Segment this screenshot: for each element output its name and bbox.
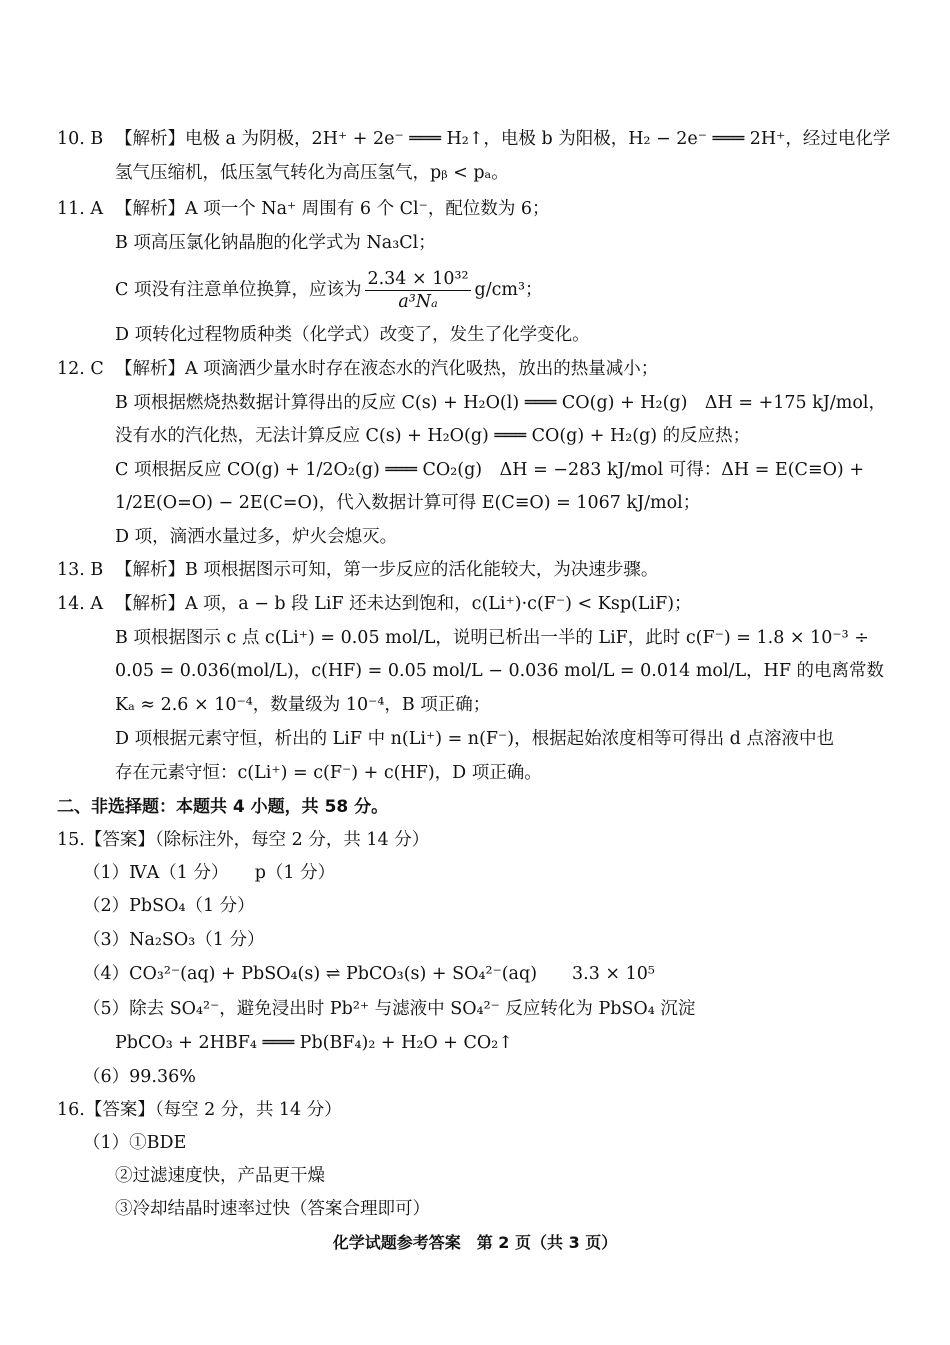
line-text: C 项根据反应 CO(g) + 1/2O₂(g) ═══ CO₂(g) ΔH = −283 kJ/mol 可得：ΔH = E(C≡O) +	[115, 460, 864, 480]
line-text: （1）ⅣA（1 分） p（1 分）	[83, 863, 336, 883]
q10-line-2	[115, 161, 509, 187]
q12-line-1	[57, 357, 658, 383]
q12-line-3	[115, 424, 750, 450]
line-text: B 项高压氯化钠晶胞的化学式为 Na₃Cl；	[115, 233, 436, 253]
line-text: （4）CO₃²⁻(aq) + PbSO₄(s) ⇌ PbCO₃(s) + SO₄²⁻(aq) 3.3 × 10⁵	[83, 964, 655, 984]
line-text: 【答案】（除标注外，每空 2 分，共 14 分）	[84, 830, 430, 850]
q14-line-3	[115, 659, 884, 685]
line-text: D 项根据元素守恒，析出的 LiF 中 n(Li⁺) = n(F⁻)，根据起始浓度相等可得出 d 点溶液中也	[115, 729, 834, 749]
section-heading	[57, 795, 388, 821]
q12-line-4	[115, 458, 864, 484]
q16-part-1	[83, 1131, 186, 1157]
line-text: D 项，滴洒水量过多，炉火会熄灭。	[115, 527, 398, 547]
line-text: D 项转化过程物质种类（化学式）改变了，发生了化学变化。	[115, 325, 590, 345]
line-text: 没有水的汽化热，无法计算反应 C(s) + H₂O(g) ═══ CO(g) + H₂(g) 的反应热；	[115, 426, 751, 446]
q15-part-5-equation	[115, 1031, 513, 1057]
q14-line-1	[57, 592, 692, 618]
question-number: 10. B	[57, 129, 104, 149]
question-number: 15.	[57, 830, 85, 850]
unit-text: g/cm³；	[474, 280, 543, 300]
line-text: C 项没有注意单位换算，应该为	[115, 280, 362, 300]
line-text: （2）PbSO₄（1 分）	[83, 896, 255, 916]
line-text: 【解析】A 项一个 Na⁺ 周围有 6 个 Cl⁻，配位数为 6；	[115, 199, 550, 219]
q15-part-1	[83, 861, 335, 887]
q12-line-2	[115, 391, 886, 417]
q11-line-4	[115, 323, 590, 349]
q15-part-2	[83, 894, 255, 920]
q16-part-1-3	[115, 1197, 430, 1223]
question-number: 11. A	[57, 199, 104, 219]
q15-part-6	[83, 1065, 196, 1091]
q14-line-4	[115, 693, 490, 719]
line-text: ②过滤速度快，产品更干燥	[115, 1166, 325, 1186]
q11-line-2	[115, 231, 436, 257]
line-text: PbCO₃ + 2HBF₄ ═══ Pb(BF₄)₂ + H₂O + CO₂↑	[115, 1033, 513, 1053]
q14-line-2	[115, 626, 869, 652]
question-number: 13. B	[57, 560, 104, 580]
q15-part-4	[83, 962, 655, 988]
heading-text: 二、非选择题：本题共 4 小题，共 58 分。	[57, 797, 389, 817]
fraction-denominator: a³Nₐ	[398, 292, 438, 312]
line-text: （6）99.36%	[83, 1067, 196, 1087]
line-text: B 项根据燃烧热数据计算得出的反应 C(s) + H₂O(l) ═══ CO(g) + H₂(g) ΔH = +175 kJ/mol，	[115, 393, 886, 413]
q14-line-6	[115, 761, 542, 787]
fraction-numerator: 2.34 × 10³²	[367, 269, 469, 289]
line-text: （1）①BDE	[83, 1133, 187, 1153]
question-number: 12. C	[57, 359, 104, 379]
q12-line-5	[115, 491, 700, 517]
q11-line-3	[115, 266, 543, 314]
line-text: 存在元素守恒：c(Li⁺) = c(F⁻) + c(HF)，D 项正确。	[115, 763, 542, 783]
q16-line-1	[57, 1098, 342, 1124]
page-footer: 化学试题参考答案 第 2 页（共 3 页）	[332, 1233, 618, 1252]
q15-line-1	[57, 828, 429, 854]
q12-line-6	[115, 525, 397, 551]
q15-part-3	[83, 928, 264, 954]
line-text: B 项根据图示 c 点 c(Li⁺) = 0.05 mol/L，说明已析出一半的 LiF，此时 c(F⁻) = 1.8 × 10⁻³ ÷	[115, 628, 869, 648]
q13-line-1	[57, 558, 658, 584]
density-fraction	[365, 268, 470, 313]
line-text: 【解析】A 项滴洒少量水时存在液态水的汽化吸热，放出的热量减小；	[115, 359, 659, 379]
line-text: 【解析】A 项，a − b 段 LiF 还未达到饱和，c(Li⁺)·c(F⁻) < Ksp(LiF)；	[115, 594, 692, 614]
q15-part-5	[83, 997, 695, 1023]
q14-line-5	[115, 727, 834, 753]
line-text: Kₐ ≈ 2.6 × 10⁻⁴，数量级为 10⁻⁴，B 项正确；	[115, 695, 491, 715]
line-text: 【答案】（每空 2 分，共 14 分）	[84, 1100, 342, 1120]
line-text: 【解析】B 项根据图示可知，第一步反应的活化能较大，为决速步骤。	[115, 560, 659, 580]
line-text: （3）Na₂SO₃（1 分）	[83, 930, 265, 950]
q10-line-1	[57, 127, 890, 153]
line-text: 氢气压缩机，低压氢气转化为高压氢气，pᵦ < pₐ。	[115, 163, 509, 183]
question-number: 14. A	[57, 594, 104, 614]
question-number: 16.	[57, 1100, 85, 1120]
q11-line-1	[57, 197, 550, 223]
line-text: 0.05 = 0.036(mol/L)，c(HF) = 0.05 mol/L − 0.036 mol/L = 0.014 mol/L，HF 的电离常数	[115, 661, 885, 681]
line-text: 【解析】电极 a 为阴极，2H⁺ + 2e⁻ ═══ H₂↑，电极 b 为阳极，H₂ − 2e⁻ ═══ 2H⁺，经过电化学	[115, 129, 891, 149]
q16-part-1-2	[115, 1164, 325, 1190]
line-text: ③冷却结晶时速率过快（答案合理即可）	[115, 1199, 430, 1219]
line-text: 1/2E(O=O) − 2E(C=O)，代入数据计算可得 E(C≡O) = 1067 kJ/mol；	[115, 493, 701, 513]
line-text: （5）除去 SO₄²⁻，避免浸出时 Pb²⁺ 与滤液中 SO₄²⁻ 反应转化为 PbSO₄ 沉淀	[83, 999, 696, 1019]
